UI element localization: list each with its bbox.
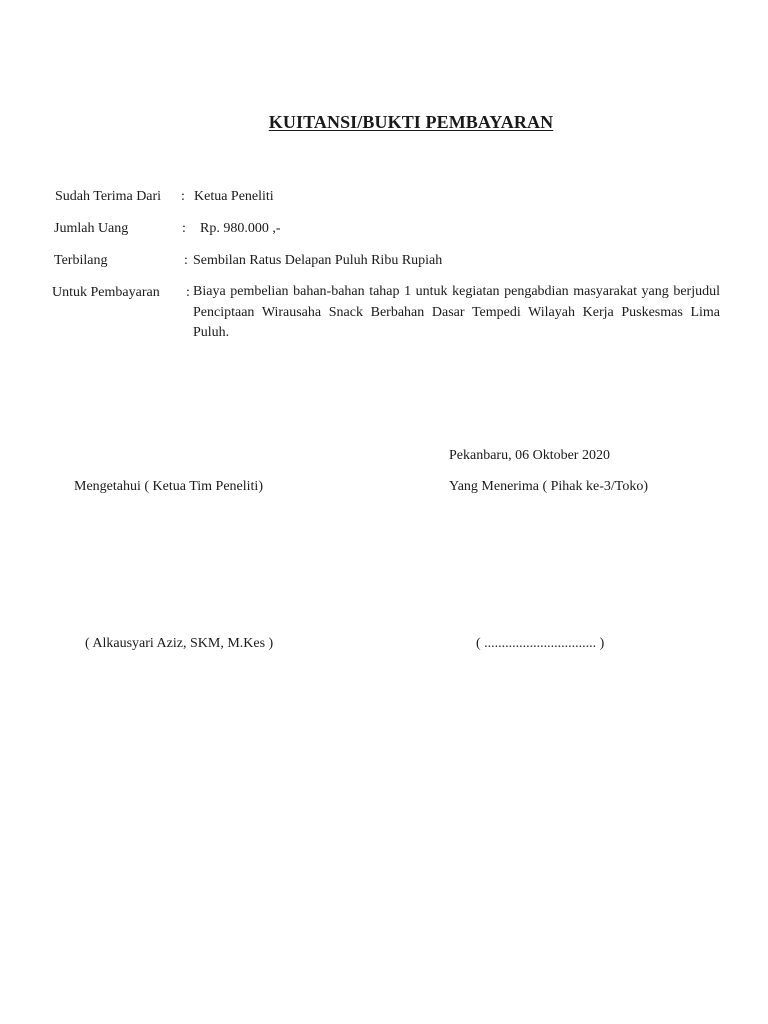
field-colon: : (184, 253, 188, 268)
document-title: KUITANSI/BUKTI PEMBAYARAN (268, 112, 554, 132)
field-colon: : (181, 189, 185, 204)
field-colon: : (186, 285, 190, 300)
field-label: Jumlah Uang (54, 221, 129, 236)
field-label: Terbilang (54, 253, 108, 268)
right-signatory-role: Yang Menerima ( Pihak ke-3/Toko) (449, 479, 649, 494)
field-value: Ketua Peneliti (194, 189, 274, 204)
right-signatory-name: ( ................................ ) (476, 636, 605, 651)
place-date: Pekanbaru, 06 Oktober 2020 (449, 448, 610, 463)
field-value: Sembilan Ratus Delapan Puluh Ribu Rupiah (193, 253, 443, 268)
field-value: Rp. 980.000 ,- (200, 221, 281, 236)
field-label: Untuk Pembayaran (52, 285, 160, 300)
payment-description: Biaya pembelian bahan-bahan tahap 1 untuk kegiatan pengabdian masyarakat yang berjudul Penciptaan Wirausaha Snack Berbahan Dasar Tempedi Wilayah Kerja Puskesmas Lima Puluh. (193, 284, 720, 340)
left-signatory-name: ( Alkausyari Aziz, SKM, M.Kes ) (85, 636, 274, 651)
field-label: Sudah Terima Dari (55, 189, 162, 204)
left-signatory-role: Mengetahui ( Ketua Tim Peneliti) (74, 479, 263, 494)
field-colon: : (182, 221, 186, 236)
